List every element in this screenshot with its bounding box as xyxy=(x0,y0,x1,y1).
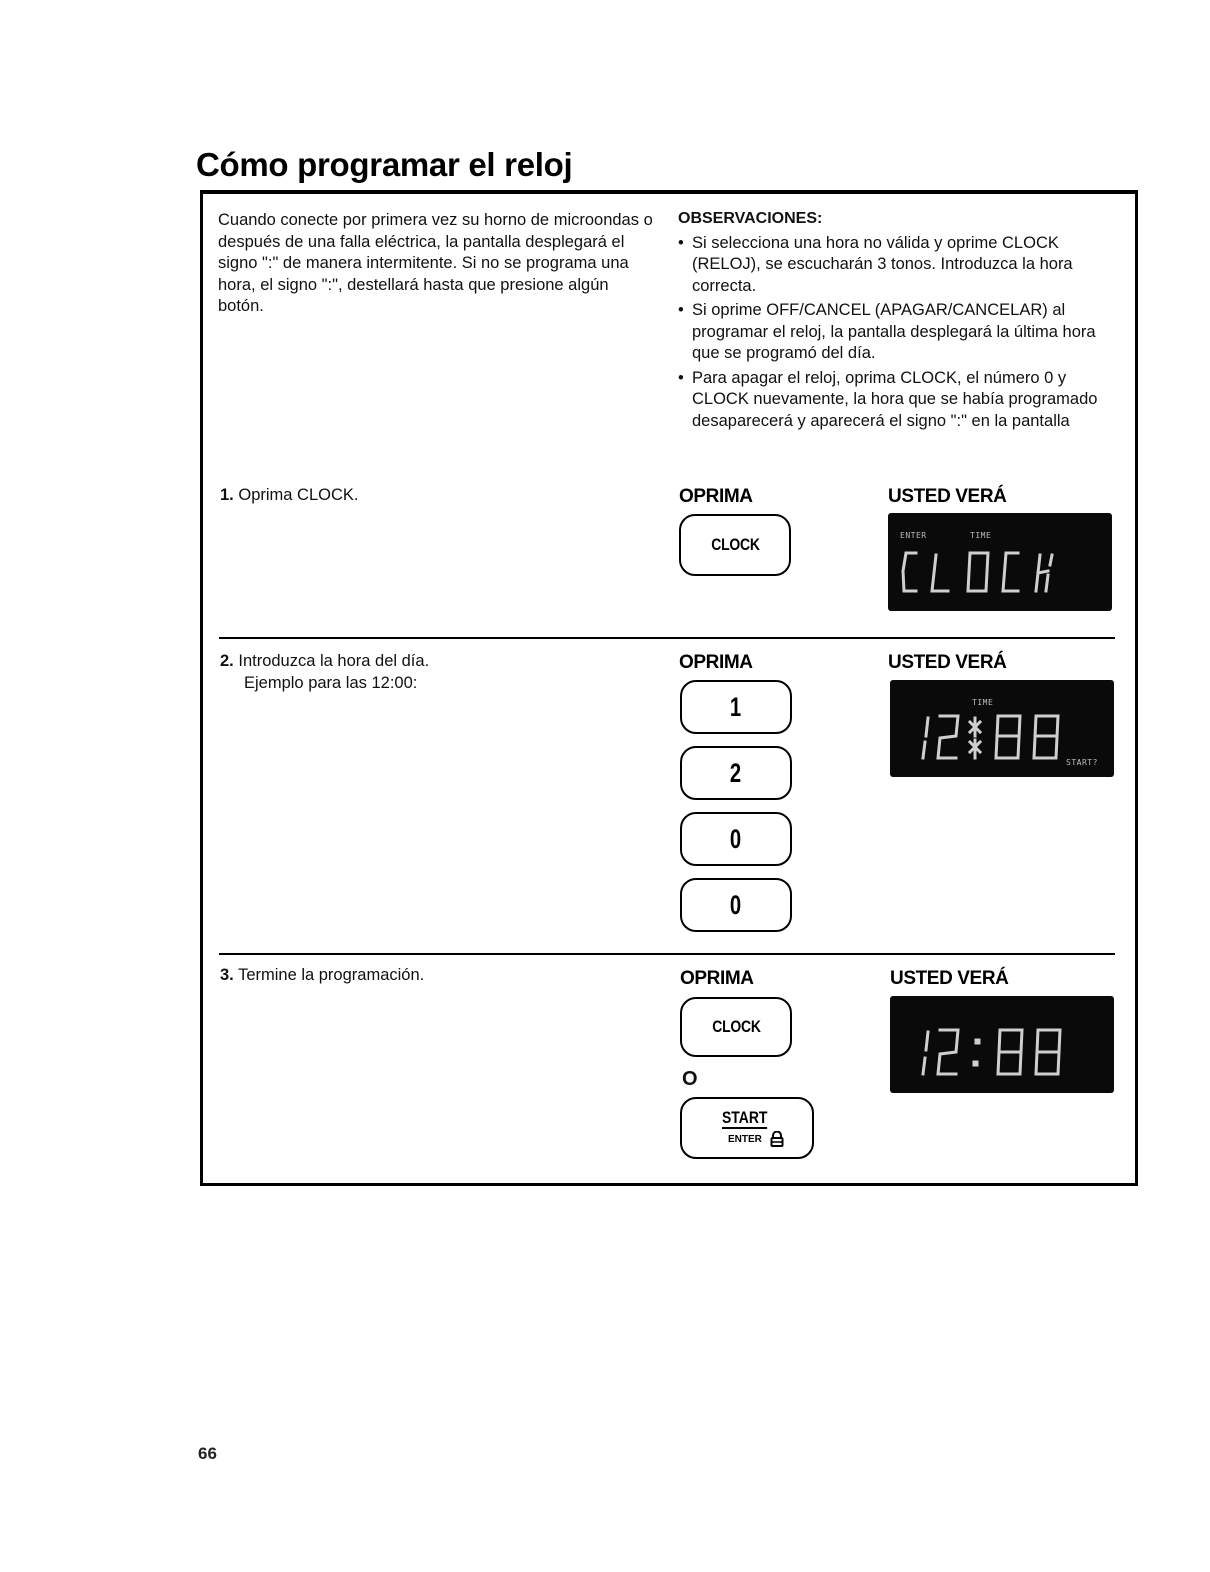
display-clock-digits xyxy=(888,513,1112,611)
enter-label: ENTER xyxy=(728,1133,762,1145)
notes-section xyxy=(678,208,1110,435)
display-time-entry xyxy=(890,680,1114,777)
or-label: O xyxy=(682,1068,698,1090)
step-3 xyxy=(220,964,424,986)
step-text: Termine la programación. xyxy=(238,966,425,984)
step-text: Introduzca la hora del día. xyxy=(238,652,430,670)
digit-key-0: 0 xyxy=(680,812,792,866)
press-heading: OPRIMA xyxy=(679,652,753,673)
display-final-digits xyxy=(890,996,1114,1093)
see-heading: USTED VERÁ xyxy=(890,968,1009,989)
step-text: Oprima CLOCK. xyxy=(238,486,359,504)
step-number: 2. xyxy=(220,652,234,670)
digit-key-1: 1 xyxy=(680,680,792,734)
step-number: 3. xyxy=(220,966,234,984)
display-time-digits xyxy=(890,680,1114,777)
display-final-time xyxy=(890,996,1114,1093)
display-indicator-start: START? xyxy=(1066,758,1098,767)
step-divider xyxy=(219,637,1115,639)
note-item: • Si selecciona una hora no válida y oprime CLOCK (RELOJ), se escucharán 3 tonos. Introduzca la hora correcta. xyxy=(678,233,1110,298)
see-heading: USTED VERÁ xyxy=(888,652,1007,673)
display-indicator-enter: ENTER xyxy=(900,531,927,540)
see-heading: USTED VERÁ xyxy=(888,486,1007,507)
intro-paragraph: Cuando conecte por primera vez su horno de microondas o después de una falla eléctrica, la pantalla desplegará el signo ":" de manera intermitente. Si no se programa una hora, el signo ":", destellará hasta que presione algún botón. xyxy=(218,211,653,315)
step-1 xyxy=(220,484,358,506)
step-2 xyxy=(220,650,429,694)
notes-heading: OBSERVACIONES: xyxy=(678,210,823,227)
notes-list xyxy=(678,233,1110,433)
page-number: 66 xyxy=(198,1444,217,1463)
press-heading: OPRIMA xyxy=(680,968,754,989)
step-example: Ejemplo para las 12:00: xyxy=(244,674,418,692)
display-indicator-time: TIME xyxy=(970,531,992,540)
start-enter-key xyxy=(680,1097,814,1159)
clock-key: CLOCK xyxy=(680,997,792,1057)
digit-key-0: 0 xyxy=(680,878,792,932)
press-heading: OPRIMA xyxy=(679,486,753,507)
lock-icon xyxy=(770,1131,784,1147)
page-title: Cómo programar el reloj xyxy=(196,146,573,183)
digit-key-2: 2 xyxy=(680,746,792,800)
step-divider xyxy=(219,953,1115,955)
clock-key: CLOCK xyxy=(679,514,791,576)
note-item: • Si oprime OFF/CANCEL (APAGAR/CANCELAR) al programar el reloj, la pantalla desplegará la última hora que se programó del día. xyxy=(678,300,1110,365)
start-label: START xyxy=(722,1108,768,1127)
display-indicator-time: TIME xyxy=(972,698,994,707)
note-item: • Para apagar el reloj, oprima CLOCK, el número 0 y CLOCK nuevamente, la hora que se había programado desaparecerá y aparecerá el signo ":" en la pantalla xyxy=(678,368,1110,433)
display-clock xyxy=(888,513,1112,611)
step-number: 1. xyxy=(220,486,234,504)
